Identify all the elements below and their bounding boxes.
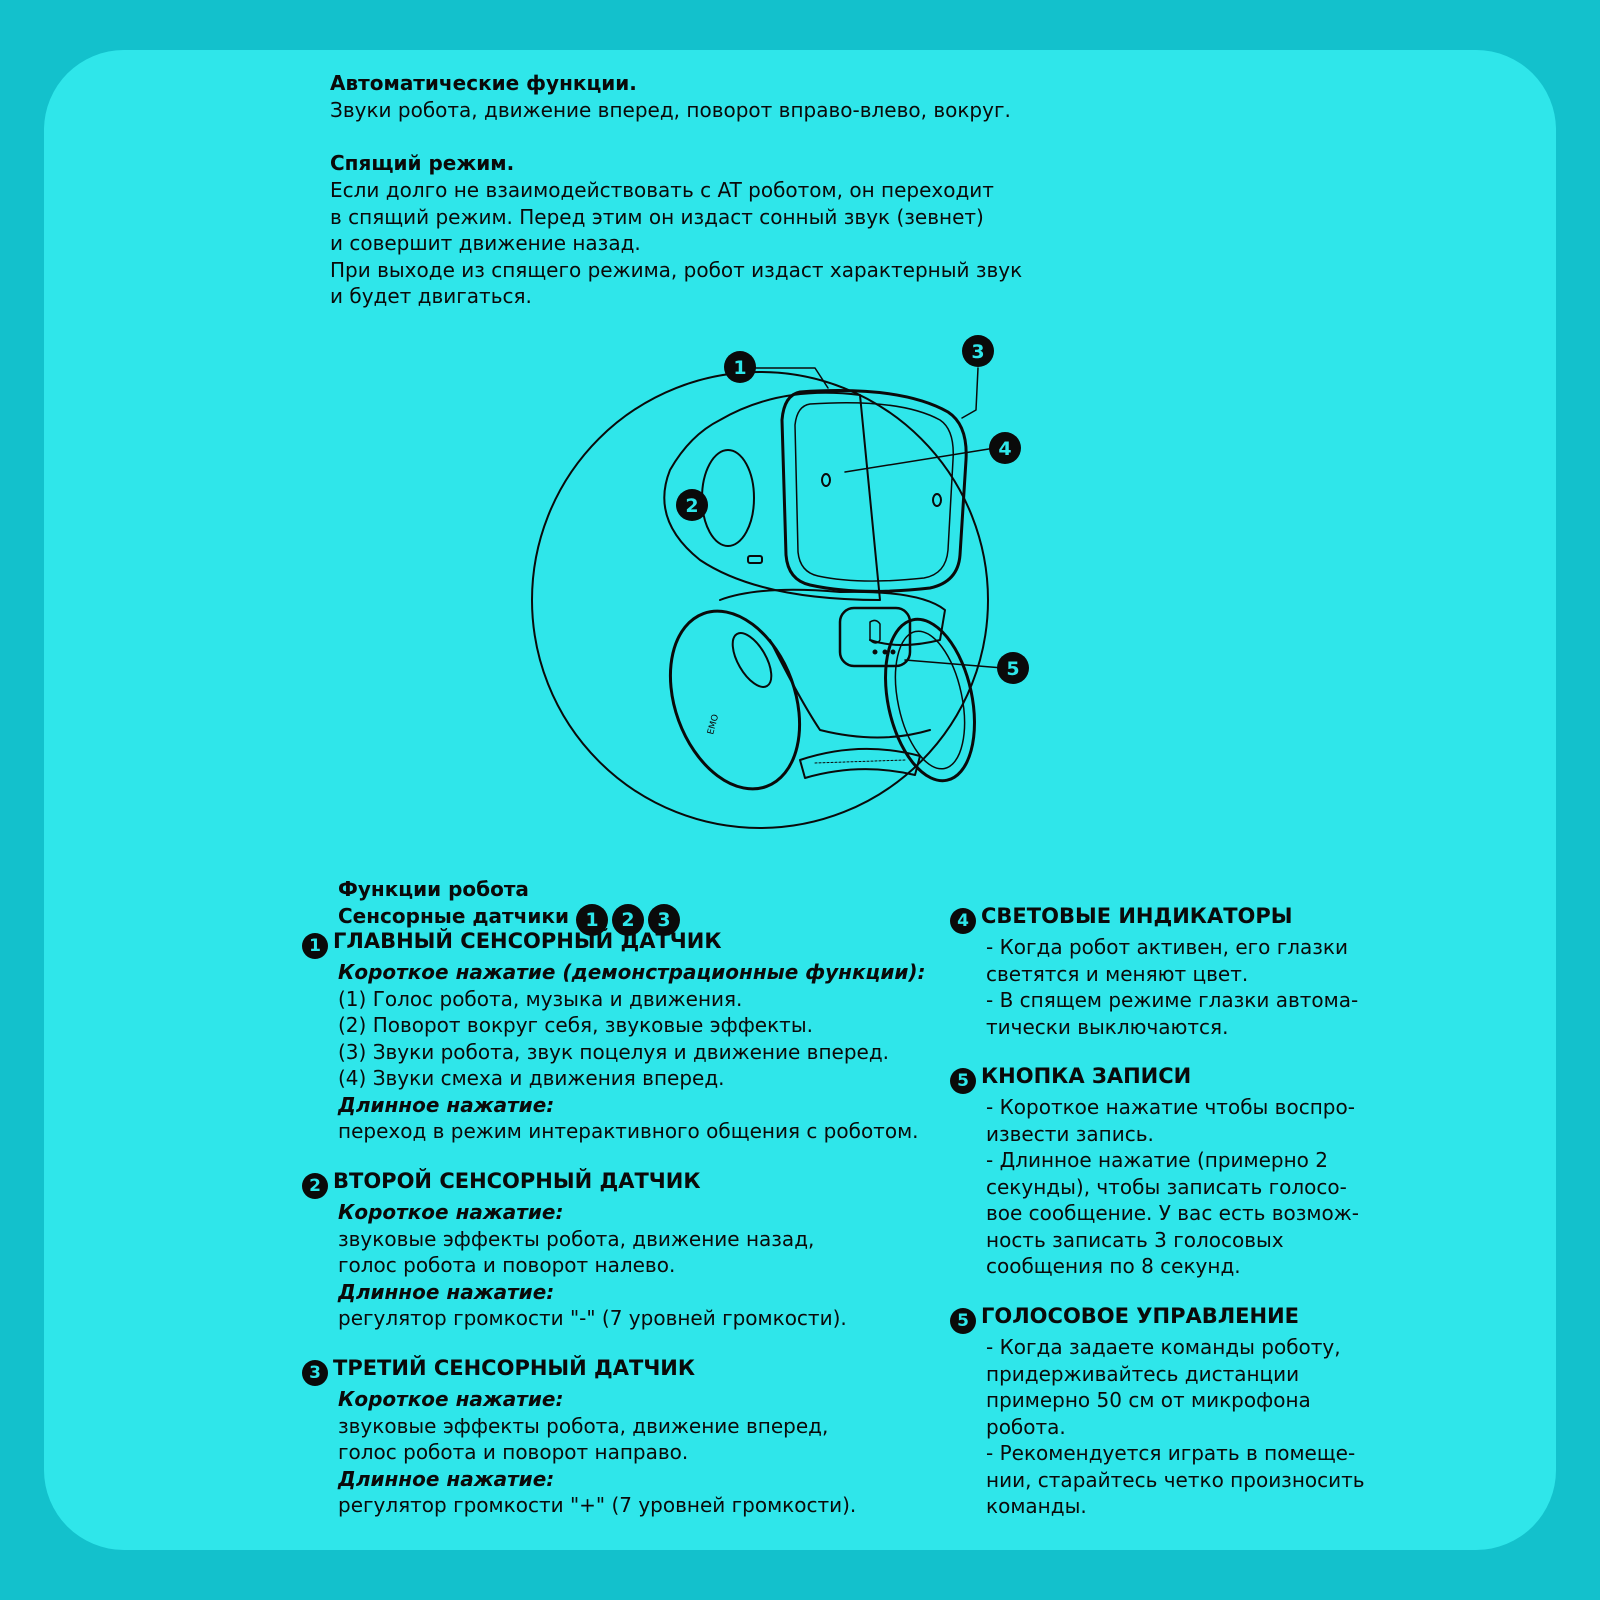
auto-text: Звуки робота, движение вперед, поворот вправо-влево, вокруг. (330, 98, 1011, 122)
section-line: команды. (986, 1494, 1087, 1518)
list-item: (2) Поворот вокруг себя, звуковые эффекты. (338, 1013, 813, 1037)
section-line: - Рекомендуется играть в помеще- (986, 1441, 1356, 1465)
robot-right-wheel (872, 611, 988, 789)
section-light-indicators (950, 903, 1358, 1040)
robot-face-screen (782, 391, 966, 592)
sleep-line: Если долго не взаимодействовать с AT роботом, он переходит (330, 178, 994, 202)
callout-line-1 (755, 368, 828, 388)
section-line: секунды), чтобы записать голосо- (986, 1174, 1347, 1199)
section-line: сообщения по 8 секунд. (986, 1254, 1241, 1278)
callout-label-5: 5 (1006, 658, 1020, 680)
long-press-text: регулятор громкости "-" (7 уровней громкости). (338, 1306, 847, 1330)
section-badge: 2 (302, 1173, 328, 1199)
section-line: придерживайтесь дистанции (986, 1361, 1300, 1386)
section-line: - Когда робот активен, его глазки (986, 935, 1349, 959)
section-line: извести запись. (986, 1121, 1154, 1146)
short-press-label: Короткое нажатие: (338, 1387, 564, 1411)
section-line: робота. (986, 1414, 1066, 1439)
callout-line-4 (845, 448, 995, 472)
long-press-label: Длинное нажатие: (338, 1466, 555, 1491)
callout-line-3 (962, 368, 978, 418)
section-title: СВЕТОВЫЕ ИНДИКАТОРЫ (981, 904, 1293, 928)
section-third-sensor (302, 1355, 856, 1519)
section-main-sensor (302, 928, 926, 1145)
sleep-title: Спящий режим. (330, 151, 515, 175)
long-press-text: регулятор громкости "+" (7 уровней громкости). (338, 1493, 857, 1517)
sleep-line: и будет двигаться. (330, 284, 532, 308)
robot-right-eye (933, 494, 941, 506)
section-line: - Короткое нажатие чтобы воспро- (986, 1095, 1355, 1119)
robot-left-wheel-cap (725, 627, 779, 693)
section-title: ВТОРОЙ СЕНСОРНЫЙ ДАТЧИК (333, 1169, 701, 1193)
robot-side-slot (748, 556, 762, 563)
section-record-button (950, 1063, 1359, 1280)
section-badge: 1 (302, 933, 328, 959)
section-badge: 4 (950, 908, 976, 934)
section-badge: 5 (950, 1308, 976, 1334)
sensor-badge-3: 3 (648, 904, 680, 936)
short-press-text: звуковые эффекты робота, движение вперед, (338, 1413, 829, 1438)
robot-logo-text: EMO (706, 713, 722, 736)
functions-title: Функции робота (338, 877, 529, 901)
sleep-line: и совершит движение назад. (330, 231, 641, 255)
section-title: ГЛАВНЫЙ СЕНСОРНЫЙ ДАТЧИК (333, 929, 722, 953)
section-line: - В спящем режиме глазки автома- (986, 988, 1359, 1012)
robot-left-wheel (647, 593, 823, 807)
callout-label-1: 1 (733, 357, 747, 379)
mic-dot-icon (874, 651, 877, 654)
section-line: вое сообщение. У вас есть возмож- (986, 1201, 1359, 1225)
section-line: - Когда задаете команды роботу, (986, 1335, 1341, 1359)
list-item: (3) Звуки робота, звук поцелуя и движение вперед. (338, 1039, 890, 1064)
callout-label-4: 4 (998, 438, 1012, 460)
callout-label-2: 2 (685, 495, 699, 517)
auto-title: Автоматические функции. (330, 71, 637, 95)
section-badge: 5 (950, 1068, 976, 1094)
robot-left-eye (822, 474, 830, 486)
mic-dot-icon (884, 651, 887, 654)
robot-face-inner (795, 403, 953, 581)
sensor-badge-2: 2 (612, 904, 644, 936)
robot-ear (702, 450, 754, 546)
sensors-label: Сенсорные датчики (338, 904, 569, 928)
section-title: КНОПКА ЗАПИСИ (981, 1064, 1192, 1088)
long-press-label: Длинное нажатие: (338, 1092, 555, 1117)
short-press-text: звуковые эффекты робота, движение назад, (338, 1226, 815, 1251)
robot-grille-lines (815, 760, 905, 763)
robot-speaker-grille (800, 749, 920, 778)
section-line: светятся и меняют цвет. (986, 961, 1249, 986)
long-press-text: переход в режим интерактивного общения с роботом. (338, 1119, 919, 1143)
section-line: нии, старайтесь четко произносить (986, 1467, 1365, 1492)
short-press-text: голос робота и поворот налево. (338, 1253, 676, 1277)
list-item: (4) Звуки смеха и движения вперед. (338, 1066, 725, 1090)
section-second-sensor (302, 1168, 847, 1332)
section-line: - Длинное нажатие (примерно 2 (986, 1148, 1329, 1172)
section-badge: 3 (302, 1360, 328, 1386)
callout-line-5 (905, 660, 1003, 668)
robot-record-button (840, 608, 910, 666)
sensor-badge-1: 1 (576, 904, 608, 936)
section-voice-control (950, 1303, 1365, 1520)
callout-label-3: 3 (971, 341, 985, 363)
short-press-label: Короткое нажатие: (338, 1200, 564, 1224)
section-title: ТРЕТИЙ СЕНСОРНЫЙ ДАТЧИК (333, 1356, 696, 1380)
section-line: примерно 50 см от микрофона (986, 1388, 1311, 1412)
long-press-label: Длинное нажатие: (338, 1279, 555, 1304)
sleep-line: При выходе из спящего режима, робот издаст характерный звук (330, 257, 1023, 282)
sleep-line: в спящий режим. Перед этим он издаст сонный звук (зевнет) (330, 204, 984, 229)
short-press-text: голос робота и поворот направо. (338, 1440, 689, 1464)
mic-dot-icon (892, 651, 895, 654)
short-press-label: Короткое нажатие (демонстрационные функции): (338, 960, 926, 984)
list-item: (1) Голос робота, музыка и движения. (338, 986, 743, 1011)
section-line: ность записать 3 голосовых (986, 1227, 1284, 1252)
section-title: ГОЛОСОВОЕ УПРАВЛЕНИЕ (981, 1304, 1300, 1328)
section-line: тически выключаются. (986, 1014, 1229, 1039)
